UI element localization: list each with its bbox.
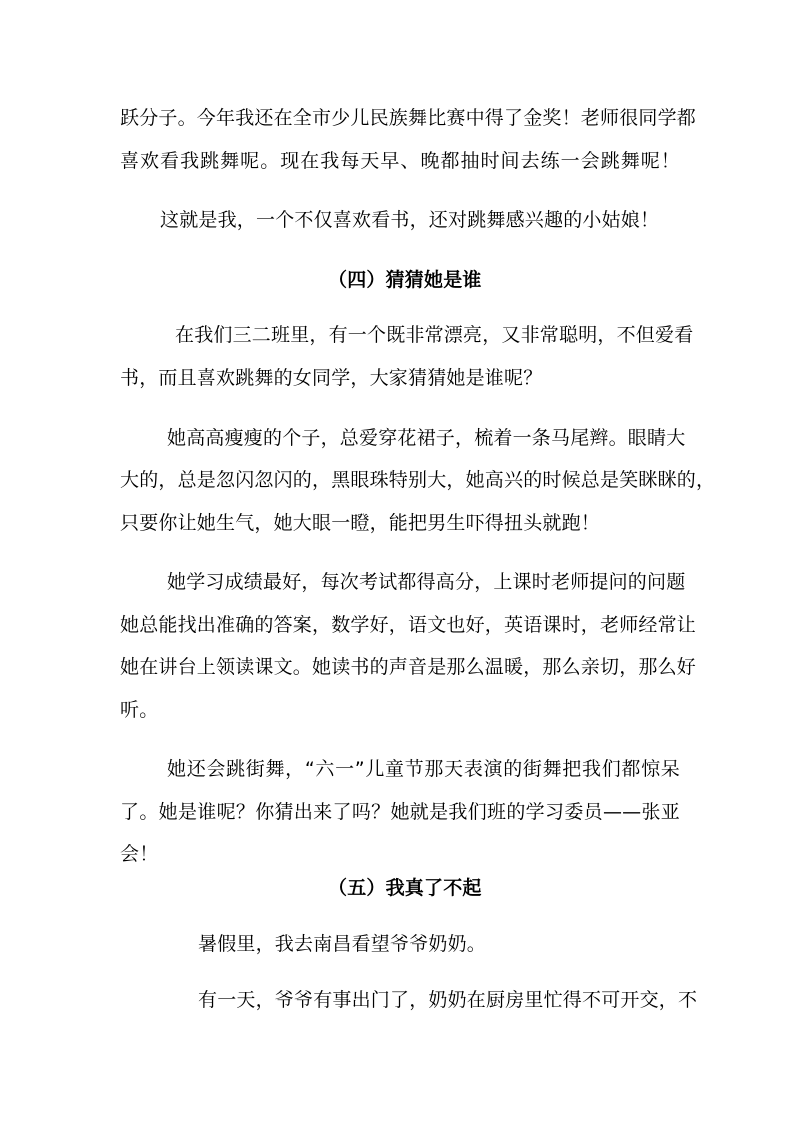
text-line: 听。	[120, 699, 159, 721]
text-line: 跃分子。今年我还在全市少儿民族舞比赛中得了金奖！老师很同学都	[120, 107, 697, 129]
text-line: 她高高瘦瘦的个子，总爱穿花裙子，梳着一条马尾辫。眼睛大	[167, 427, 686, 449]
text-line: 大的，总是忽闪忽闪的，黑眼珠特别大，她高兴的时候总是笑眯眯的，	[120, 469, 716, 491]
text-line: 她还会跳街舞，“六一”儿童节那天表演的街舞把我们都惊呆	[167, 758, 680, 780]
text-line: 这就是我，一个不仅喜欢看书，还对跳舞感兴趣的小姑娘！	[160, 209, 660, 231]
text-line: 她总能找出准确的答案，数学好，语文也好，英语课时，老师经常让	[120, 614, 697, 636]
text-line: 书，而且喜欢跳舞的女同学，大家猜猜她是谁呢？	[120, 367, 543, 389]
text-line: 她在讲台上领读课文。她读书的声音是那么温暖，那么亲切，那么好	[120, 656, 697, 678]
text-line: 有一天，爷爷有事出门了，奶奶在厨房里忙得不可开交，不	[198, 989, 698, 1011]
section-heading: （四）猜猜她是谁	[328, 269, 482, 291]
text-line: 喜欢看我跳舞呢。现在我每天早、晚都抽时间去练一会跳舞呢！	[120, 150, 680, 172]
text-line: 会！	[120, 843, 159, 865]
text-line: 了。她是谁呢？你猜出来了吗？她就是我们班的学习委员——张亚	[120, 801, 680, 823]
text-line: 暑假里，我去南昌看望爷爷奶奶。	[198, 933, 487, 955]
section-heading: （五）我真了不起	[328, 877, 482, 899]
text-line: 在我们三二班里，有一个既非常漂亮，又非常聪明，不但爱看	[175, 324, 694, 346]
text-line: 只要你让她生气，她大眼一瞪，能把男生吓得扭头就跑！	[120, 512, 601, 534]
text-line: 她学习成绩最好，每次考试都得高分，上课时老师提问的问题	[167, 571, 686, 593]
